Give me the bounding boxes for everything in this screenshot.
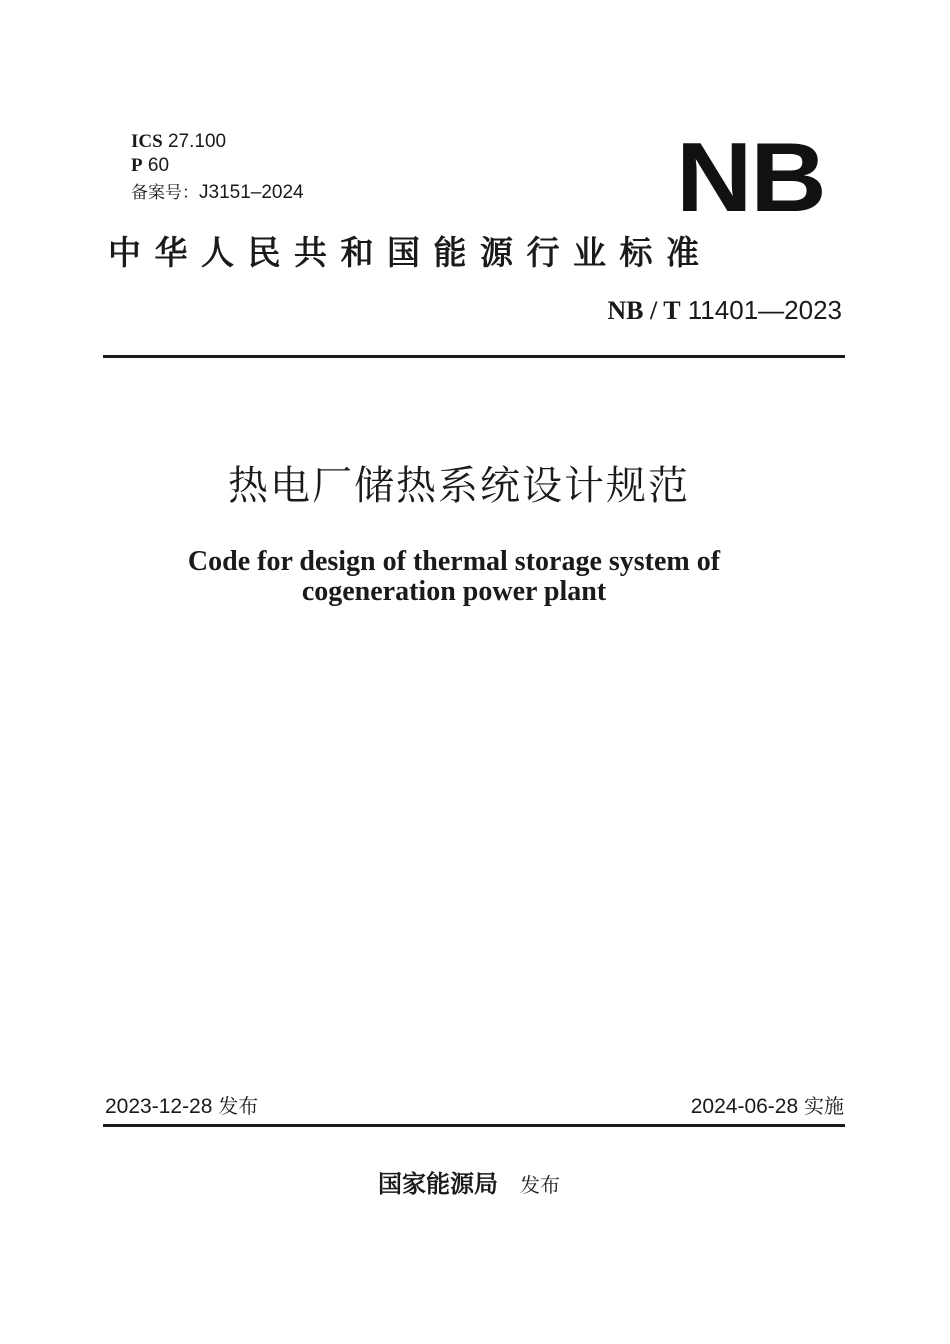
issuer-name: 国家能源局 [378,1169,498,1198]
standard-number [607,293,842,328]
record-number [131,181,304,205]
english-title-line-2: cogeneration power plant [301,576,607,607]
issue-date-label: 发布 [218,1094,259,1118]
record-label: 备案号： [131,183,199,203]
implement-date-value: 2024-06-28 [690,1095,799,1118]
ccs-label: P [131,155,143,176]
standard-number-prefix: NB / T [607,296,681,325]
ics-label: ICS [131,131,163,152]
nb-logo: NB [676,122,825,232]
issue-date-value: 2023-12-28 [105,1095,213,1118]
ccs-code [131,154,169,178]
top-divider [103,355,845,358]
standard-category-title: 中华人民共和国能源行业标准 [108,233,713,272]
issuer [0,1166,938,1202]
issue-date [105,1091,258,1122]
ics-code [131,130,226,154]
issuer-action: 发布 [520,1173,560,1197]
bottom-divider [103,1124,845,1127]
standard-number-value: 11401—2023 [687,295,842,325]
record-value: J3151–2024 [199,182,304,203]
implement-date-label: 实施 [804,1094,844,1118]
implement-date [691,1091,844,1122]
english-title-line-1: Code for design of thermal storage system of [187,546,721,577]
ics-value: 27.100 [167,131,227,152]
ccs-value: 60 [147,155,170,176]
chinese-title: 热电厂储热系统设计规范 [228,463,690,509]
